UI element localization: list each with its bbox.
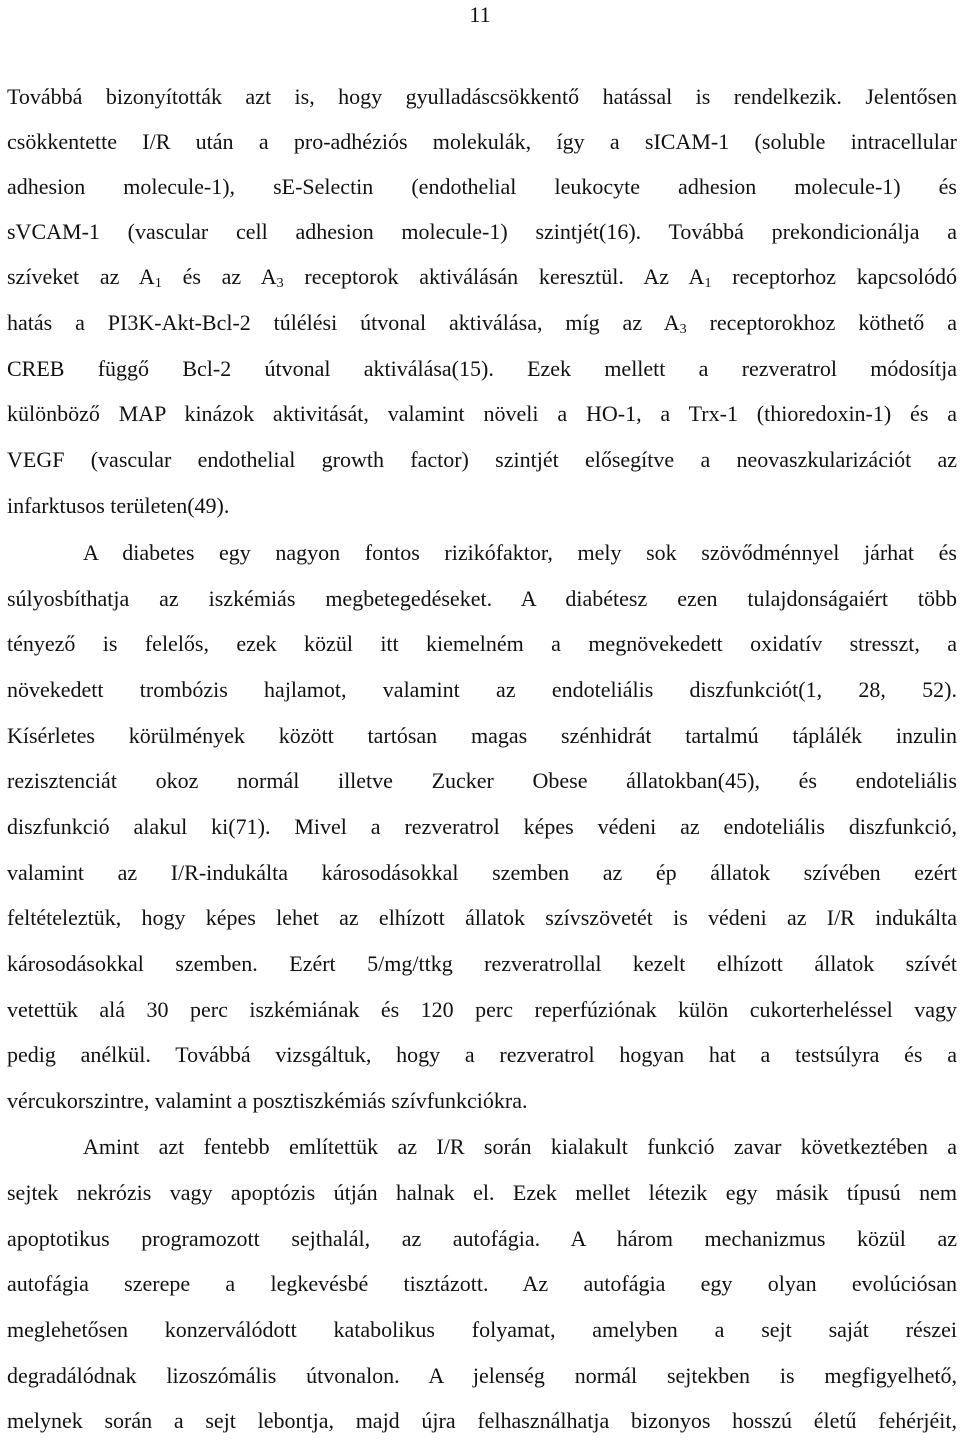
text-line: vércukorszintre, valamint a posztiszkémiás szívfunkciókra. [7, 1088, 528, 1113]
text-line: adhesion molecule-1), sE-Selectin (endothelial leukocyte adhesion molecule-1) és [7, 174, 957, 199]
text-line: Amint azt fentebb említettük az I/R során kialakult funkció zavar következtében a [83, 1134, 957, 1159]
text-line: A diabetes egy nagyon fontos rizikófaktor, mely sok szövődménnyel járhat és [83, 540, 957, 565]
text-line: Kísérletes körülmények között tartósan magas szénhidrát tartalmú táplálék inzulin [7, 723, 957, 748]
text-line: növekedett trombózis hajlamot, valamint az endoteliális diszfunkciót(1, 28, 52). [7, 677, 957, 702]
text-line: autofágia szerepe a legkevésbé tisztázott. Az autofágia egy olyan evolúciósan [7, 1271, 957, 1296]
text-line: melynek során a sejt lebontja, majd újra felhasználhatja bizonyos hosszú életű fehérjéit, [7, 1408, 957, 1433]
text-line: diszfunkció alakul ki(71). Mivel a rezveratrol képes védeni az endoteliális diszfunkció, [7, 814, 957, 839]
text-line: valamint az I/R-indukálta károsodásokkal szemben az ép állatok szívében ezért [7, 860, 957, 885]
text-line: meglehetősen konzerválódott katabolikus folyamat, amelyben a sejt saját részei [7, 1317, 957, 1342]
text-line: apoptotikus programozott sejthalál, az autofágia. A három mechanizmus közül az [7, 1226, 957, 1251]
text-line: csökkentette I/R után a pro-adhéziós molekulák, így a sICAM-1 (soluble intracellular [7, 129, 957, 154]
text-line: vetettük alá 30 perc iszkémiának és 120 perc reperfúziónak külön cukorterhelés​sel vagy [7, 997, 957, 1022]
text-line: sejtek nekrózis vagy apoptózis útján halnak el. Ezek mellet létezik egy másik típusú nem [7, 1180, 957, 1205]
text-line: sVCAM-1 (vascular cell adhesion molecule-1) szintjét(16). Továbbá prekondicionálja a [7, 219, 957, 244]
text-line: hatás a PI3K-Akt-Bcl-2 túlélési útvonal aktiválása, míg az $A_3$ receptorokhoz köthető a [7, 310, 957, 337]
text-line: degradálódnak lizoszómális útvonalon. A jelenség normál sejtekben is megfigyelhető, [7, 1363, 957, 1388]
text-line: szíveket az $A_1$ és az $A_3$ receptorok aktiválásán keresztül. Az $A_1$ receptorhoz kapcsolódó [7, 264, 957, 291]
text-line: feltételeztük, hogy képes lehet az elhízott állatok szívszövetét is védeni az I/R indukálta [7, 905, 957, 930]
text-line: Továbbá bizonyították azt is, hogy gyulladáscsökkentő hatással is rendelkezik. Jelentősen [7, 84, 957, 109]
text-line: tényező is felelős, ezek közül itt kiemelném a megnövekedett oxidatív stresszt, a [7, 631, 957, 656]
page-number: 11 [469, 2, 491, 27]
text-line: infarktusos területen(49). [7, 493, 230, 518]
text-line: károsodásokkal szemben. Ezért 5/mg/ttkg rezveratrollal kezelt elhízott állatok szívét [7, 951, 957, 976]
text-line: CREB függő Bcl-2 útvonal aktiválása(15). Ezek mellett a rezveratrol módosítja [7, 356, 957, 381]
text-line: rezisztenciát okoz normál illetve Zucker Obese állatokban(45), és endoteliális [7, 768, 957, 793]
text-line: különböző MAP kinázok aktivitását, valamint növeli a HO-1, a Trx-1 (thioredoxin-1) és a [7, 401, 957, 426]
text-line: súlyosbíthatja az iszkémiás megbetegedéseket. A diabétesz ezen tulajdonságaiért több [7, 586, 957, 611]
text-line: VEGF (vascular endothelial growth factor) szintjét elősegítve a neovaszkularizációt az [7, 447, 957, 472]
text-line: pedig anélkül. Továbbá vizsgáltuk, hogy a rezveratrol hogyan hat a testsúlyra és a [7, 1042, 957, 1067]
